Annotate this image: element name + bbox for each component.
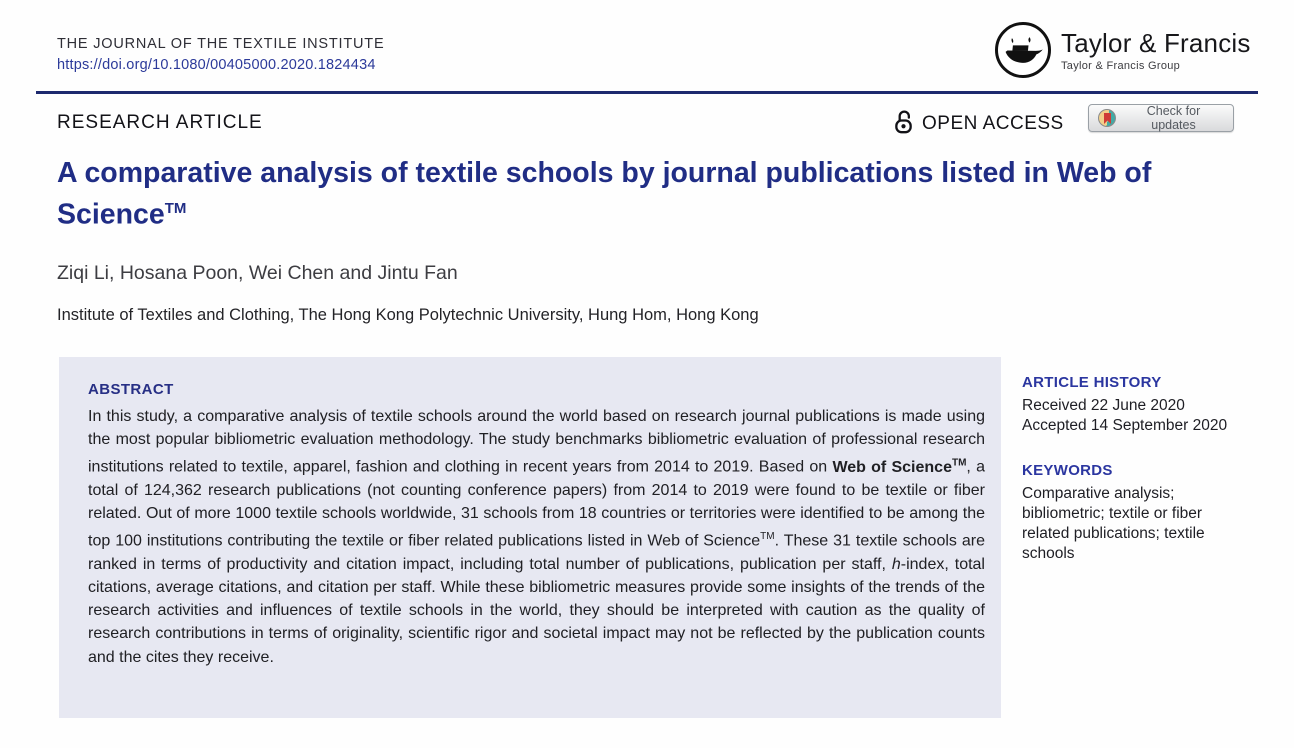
keywords-text: Comparative analysis; bibliometric; textile or fiber related publications; textile schools: [1022, 485, 1205, 562]
article-type-label: RESEARCH ARTICLE: [57, 112, 263, 133]
publisher-name: Taylor & Francis: [1061, 28, 1251, 58]
article-title-text: A comparative analysis of textile schools by journal publications listed in Web of Science: [57, 157, 1152, 231]
abstract-part2: , a total of 124,362 research publications (not counting conference papers) from 2014 to 2019 were found to be textile or fiber related. Out of more 1000 textile schools worldwide, 31 schools from 18 countries or territories were identified to be among the top 100 institutions contributing the textile or fiber related publications listed in Web of Science: [88, 458, 985, 550]
abstract-text: [88, 405, 985, 669]
open-access-label: OPEN ACCESS: [922, 112, 1064, 134]
title-trademark-sup: TM: [164, 200, 187, 217]
journal-header: [57, 36, 384, 73]
open-access-badge: [893, 108, 1064, 139]
article-title: [57, 156, 1207, 233]
keywords-block: [1022, 462, 1244, 564]
abstract-heading: ABSTRACT: [88, 381, 174, 398]
keywords-heading: KEYWORDS: [1022, 462, 1113, 479]
abstract-part3: . These 31 textile schools are ranked in terms of productivity and citation impact, including total number of publications, publication per staff,: [88, 532, 985, 573]
affiliation: Institute of Textiles and Clothing, The Hong Kong Polytechnic University, Hung Hom, Hong Kong: [57, 306, 759, 324]
crossmark-icon: [1098, 109, 1116, 127]
article-info-sidebar: [1022, 374, 1244, 564]
abstract-part4: -index, total citations, average citations, and citation per staff. While these bibliometric measures provide some insights of the trends of the research activities and influences of textile schools in the world, they should be interpreted with caution as the quality of research contributions in terms of originality, scientific rigor and societal impact may not be reflected by the publication counts and the cites they receive.: [88, 555, 985, 666]
publisher-block: [995, 22, 1251, 78]
doi-link[interactable]: https://doi.org/10.1080/00405000.2020.1824434: [57, 57, 376, 73]
check-for-updates-button[interactable]: [1088, 104, 1234, 132]
abstract-web-of-science-bold: Web of Science: [832, 458, 952, 476]
publisher-group: Taylor & Francis Group: [1061, 60, 1181, 72]
authors: Ziqi Li, Hosana Poon, Wei Chen and Jintu Fan: [57, 262, 458, 284]
header-divider: [36, 91, 1258, 94]
abstract-part1: In this study, a comparative analysis of textile schools around the world based on research journal publications is made using the most popular bibliometric evaluation methodology. The study benchmarks bibliometric evaluation of professional research institutions related to textile, apparel, fashion and clothing in recent years from 2014 to 2019. Based on: [88, 408, 985, 476]
check-for-updates-label: Check for updates: [1146, 104, 1201, 132]
abstract-section: [59, 357, 1001, 718]
open-lock-icon: [893, 108, 914, 139]
abstract-tm1-sup: TM: [951, 457, 967, 469]
article-history-dates: [1022, 396, 1244, 436]
journal-name: THE JOURNAL OF THE TEXTILE INSTITUTE: [57, 36, 385, 52]
accepted-date: Accepted 14 September 2020: [1022, 417, 1228, 434]
publisher-text: [1061, 28, 1251, 72]
taylor-francis-logo-icon: [995, 22, 1051, 78]
abstract-tm2-sup: TM: [760, 531, 775, 543]
received-date: Received 22 June 2020: [1022, 397, 1185, 414]
abstract-h-italic: h: [891, 555, 901, 573]
article-history-heading: ARTICLE HISTORY: [1022, 374, 1162, 391]
